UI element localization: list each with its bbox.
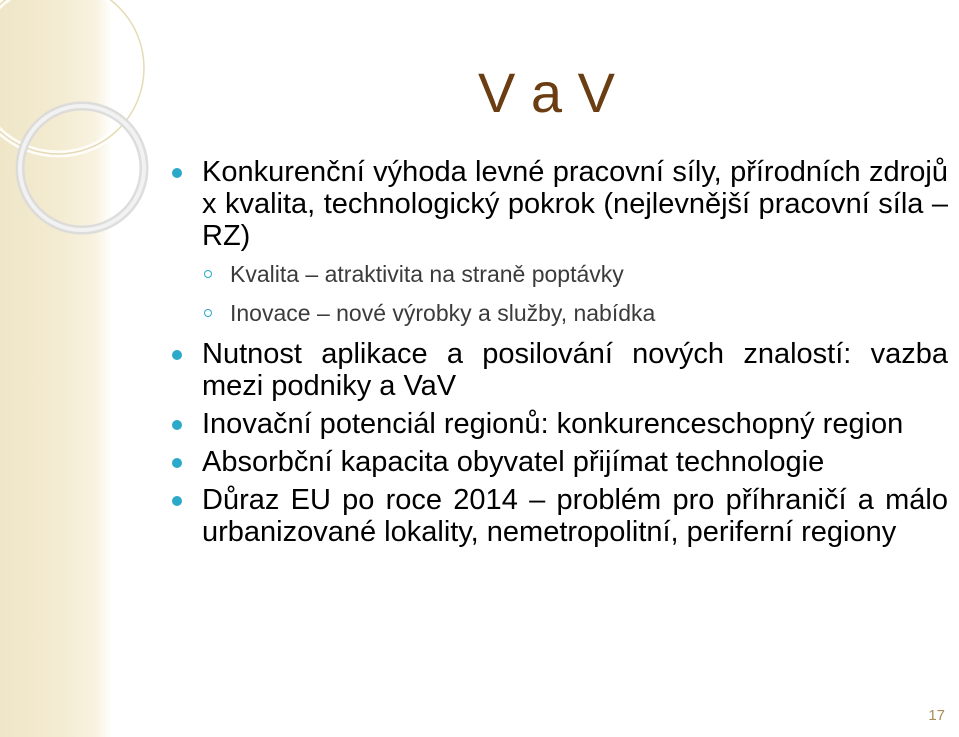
page-number: 17 [928, 707, 945, 724]
sub-bullet-item [170, 260, 948, 288]
bullet-text: Nutnost aplikace a posilování nových znalostí: vazba mezi podniky a VaV [202, 338, 948, 402]
slide-title: V a V [478, 61, 615, 124]
bullet-text: Inovační potenciál regionů: konkurenceschopný region [202, 408, 904, 440]
sub-bullet-item [170, 299, 948, 327]
bullet-item [170, 484, 948, 548]
sub-bullet-text: Kvalita – atraktivita na straně poptávky [230, 261, 624, 287]
sub-bullet-ring-icon [204, 270, 212, 278]
bullet-item [170, 446, 948, 478]
bullet-text: Absorbční kapacita obyvatel přijímat technologie [202, 446, 825, 478]
sub-bullet-ring-icon [204, 309, 212, 317]
bullet-item [170, 156, 948, 252]
bullet-dot-icon [172, 496, 182, 506]
bullet-text: Důraz EU po roce 2014 – problém pro příhraničí a málo urbanizované lokality, nemetropolitní, periferní regiony [202, 484, 948, 548]
bullet-item [170, 408, 948, 440]
bullet-dot-icon [172, 350, 182, 360]
bullet-item [170, 338, 948, 402]
bullet-dot-icon [172, 168, 182, 178]
sub-bullet-text: Inovace – nové výrobky a služby, nabídka [230, 300, 656, 326]
bullet-dot-icon [172, 420, 182, 430]
bullet-dot-icon [172, 458, 182, 468]
bullet-text: Konkurenční výhoda levné pracovní síly, přírodních zdrojů x kvalita, technologický pokrok (nejlevnější pracovní síla – RZ) [202, 156, 948, 252]
bullet-list [170, 156, 948, 554]
